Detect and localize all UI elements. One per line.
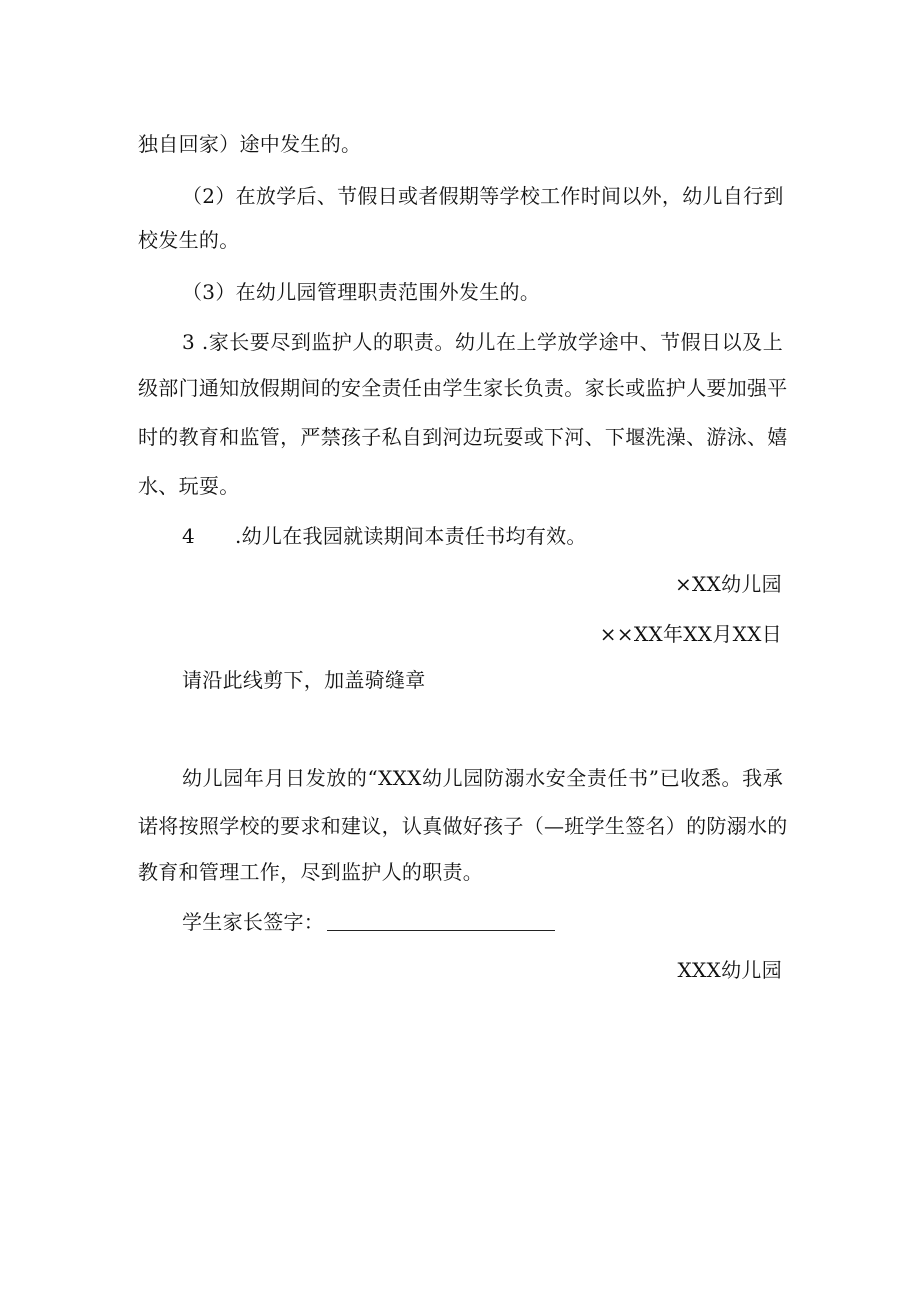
paragraph-line-3: 校发生的。 — [138, 228, 240, 252]
signature-line[interactable] — [327, 930, 555, 931]
paragraph-line-5: 3 .家长要尽到监护人的职责。幼儿在上学放学途中、节假日以及上 — [182, 330, 783, 354]
footer-organization: XXX幼儿园 — [677, 958, 782, 982]
receipt-line-1: 幼儿园年月日发放的“XXX幼儿园防溺水安全责任书”已收悉。我承 — [182, 766, 783, 790]
paragraph-line-9: 4 .幼儿在我园就读期间本责任书均有效。 — [182, 524, 587, 548]
paragraph-line-4: （3）在幼儿园管理职责范围外发生的。 — [182, 280, 541, 304]
issue-date: ××XX年XX月XX日 — [599, 622, 782, 646]
paragraph-line-1: 独自回家）途中发生的。 — [138, 132, 362, 156]
cut-line-note: 请沿此线剪下，加盖骑缝章 — [182, 668, 426, 692]
paragraph-line-8: 水、玩耍。 — [138, 474, 240, 498]
paragraph-line-7: 时的教育和监管，严禁孩子私自到河边玩耍或下河、下堰洗澡、游泳、嬉 — [138, 425, 788, 449]
signature-label: 学生家长签字： — [182, 910, 325, 934]
paragraph-line-6: 级部门通知放假期间的安全责任由学生家长负责。家长或监护人要加强平 — [138, 376, 788, 400]
receipt-line-2: 诺将按照学校的要求和建议，认真做好孩子（—班学生签名）的防溺水的 — [138, 814, 788, 838]
receipt-line-3: 教育和管理工作，尽到监护人的职责。 — [138, 860, 484, 884]
issuer-name: ×XX幼儿园 — [674, 572, 782, 596]
paragraph-line-2: （2）在放学后、节假日或者假期等学校工作时间以外，幼儿自行到 — [182, 184, 784, 208]
